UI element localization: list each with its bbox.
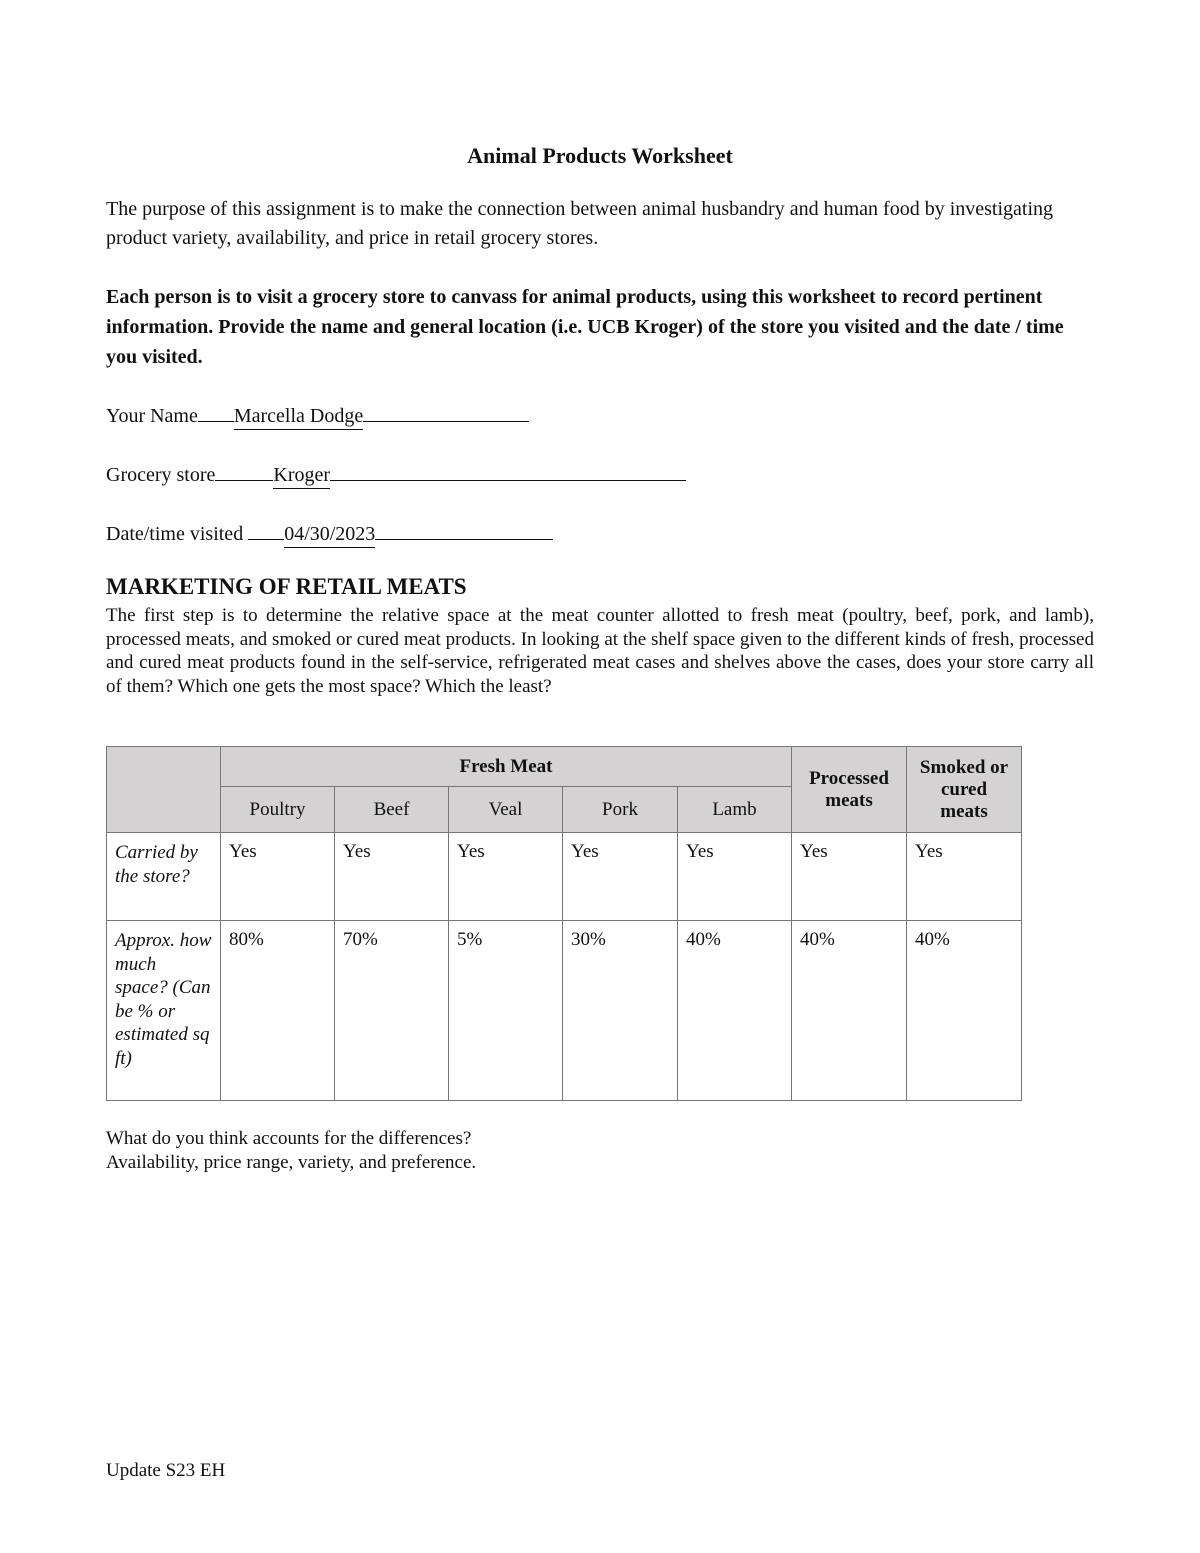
name-field-label: Your Name [106, 405, 198, 427]
carried-row-label: Carried by the store? [107, 833, 221, 921]
name-field-value[interactable]: Marcella Dodge [234, 403, 363, 430]
space-processed-cell[interactable]: 40% [792, 921, 907, 1101]
section-heading: MARKETING OF RETAIL MEATS [106, 574, 467, 599]
space-smoked-cell[interactable]: 40% [907, 921, 1022, 1101]
space-beef-cell[interactable]: 70% [335, 921, 449, 1101]
space-pork-cell[interactable]: 30% [563, 921, 678, 1101]
store-field-label: Grocery store [106, 464, 216, 486]
name-underline-lead [198, 399, 234, 422]
store-underline-trail [330, 458, 686, 481]
space-veal-cell[interactable]: 5% [449, 921, 563, 1101]
pork-header: Pork [563, 787, 678, 833]
meat-space-table [106, 746, 1022, 1101]
name-underline-trail [363, 399, 529, 422]
page-title: Animal Products Worksheet [467, 143, 733, 168]
store-underline-lead [215, 458, 273, 481]
space-row-label: Approx. how much space? (Can be % or estimated sq ft) [107, 921, 221, 1101]
intro-paragraph: The purpose of this assignment is to make the connection between animal husbandry and human food by investigating product variety, availability, and price in retail grocery stores. [106, 198, 1054, 249]
header-corner-cell [107, 747, 221, 833]
question-block [106, 1127, 476, 1174]
carried-beef-cell[interactable]: Yes [335, 833, 449, 921]
carried-smoked-cell[interactable]: Yes [907, 833, 1022, 921]
processed-meats-header: Processed meats [792, 747, 907, 833]
date-underline-lead [248, 517, 284, 540]
space-poultry-cell[interactable]: 80% [221, 921, 335, 1101]
veal-header: Veal [449, 787, 563, 833]
question-prompt: What do you think accounts for the differences? [106, 1128, 472, 1149]
poultry-header: Poultry [221, 787, 335, 833]
name-field-row [106, 399, 529, 430]
carried-poultry-cell[interactable]: Yes [221, 833, 335, 921]
instructions-paragraph: Each person is to visit a grocery store to canvass for animal products, using this worksheet to record pertinent information. Provide the name and general location (i.e. UCB Kroger) of the store you visited and the date / time you visited. [106, 286, 1064, 368]
carried-processed-cell[interactable]: Yes [792, 833, 907, 921]
fresh-meat-header: Fresh Meat [221, 747, 792, 787]
carried-lamb-cell[interactable]: Yes [678, 833, 792, 921]
date-field-value[interactable]: 04/30/2023 [284, 521, 375, 548]
store-field-row [106, 458, 686, 489]
footer-note: Update S23 EH [106, 1460, 226, 1481]
space-lamb-cell[interactable]: 40% [678, 921, 792, 1101]
date-field-label: Date/time visited [106, 523, 244, 545]
date-underline-trail [375, 517, 553, 540]
question-answer[interactable]: Availability, price range, variety, and preference. [106, 1151, 477, 1173]
table-row [107, 833, 1022, 921]
beef-header: Beef [335, 787, 449, 833]
table-row [107, 921, 1022, 1101]
carried-veal-cell[interactable]: Yes [449, 833, 563, 921]
date-field-row [106, 517, 553, 548]
lamb-header: Lamb [678, 787, 792, 833]
smoked-cured-header: Smoked or cured meats [907, 747, 1022, 833]
section-paragraph: The first step is to determine the relative space at the meat counter allotted to fresh meat (poultry, beef, pork, and lamb), processed meats, and smoked or cured meat products. In looking at the shelf space given to the different kinds of fresh, processed and cured meat products found in the self-service, refrigerated meat cases and shelves above the cases, does your store carry all of them? Which one gets the most space? Which the least? [106, 605, 1094, 697]
carried-pork-cell[interactable]: Yes [563, 833, 678, 921]
table-header-row [107, 747, 1022, 787]
store-field-value[interactable]: Kroger [273, 462, 330, 489]
